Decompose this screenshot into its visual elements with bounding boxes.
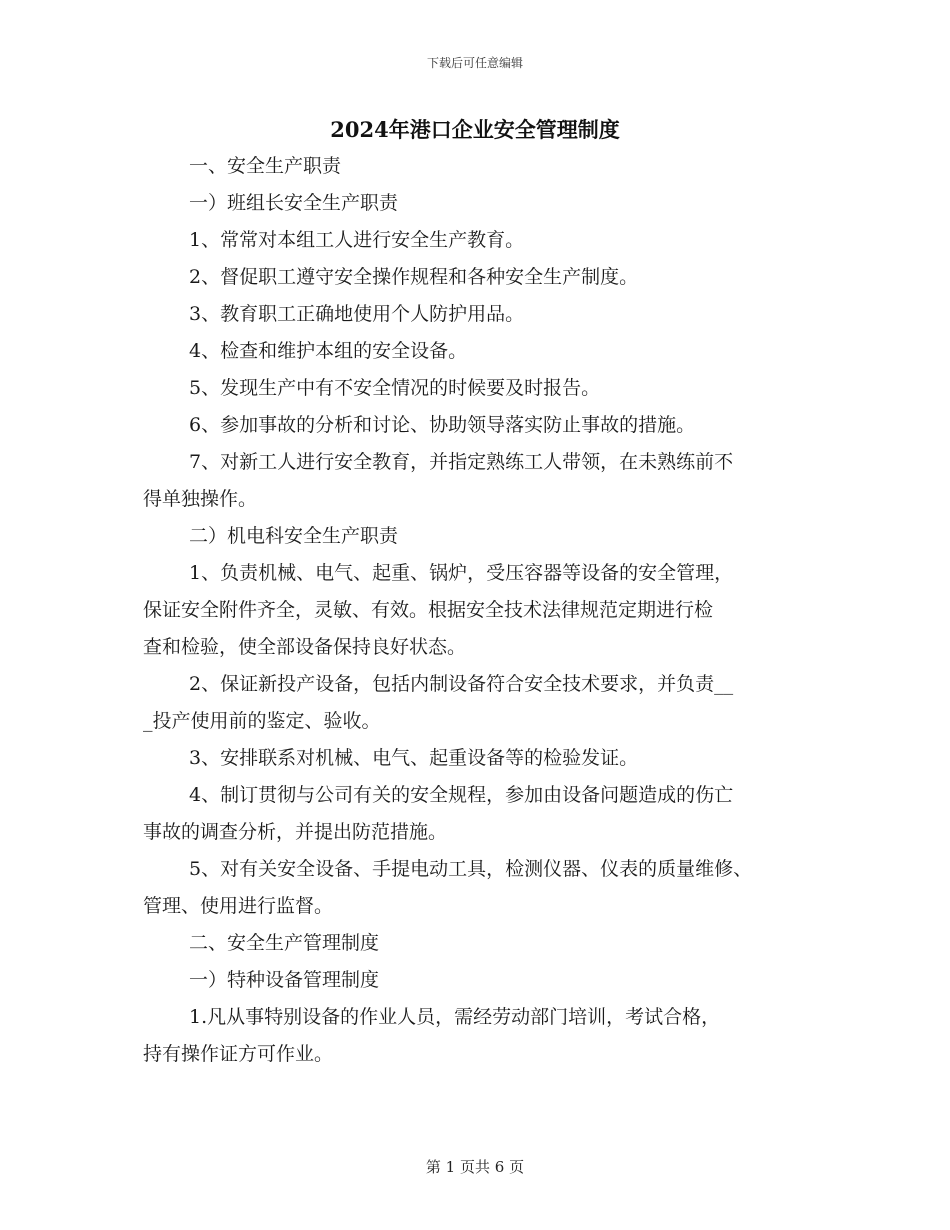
document-title: 2024年港口企业安全管理制度 — [330, 117, 620, 142]
paragraph: 1、负责机械、电气、起重、锅炉，受压容器等设备的安全管理， — [189, 562, 734, 584]
paragraph-continuation: 管理、使用进行监督。 — [143, 895, 334, 917]
paragraph-continuation: 事故的调查分析，并提出防范措施。 — [143, 821, 448, 843]
subsection-heading: 一）特种设备管理制度 — [189, 969, 380, 991]
paragraph: 4、制订贯彻与公司有关的安全规程，参加由设备问题造成的伤亡 — [189, 784, 734, 806]
paragraph-continuation: 得单独操作。 — [143, 488, 258, 510]
document-body — [143, 148, 823, 1073]
subsection-heading: 二）机电科安全生产职责 — [189, 525, 399, 547]
page-footer: 第 1 页共 6 页 — [425, 1158, 525, 1176]
paragraph: 3、安排联系对机械、电气、起重设备等的检验发证。 — [189, 747, 639, 769]
paragraph-continuation: 持有操作证方可作业。 — [143, 1043, 334, 1065]
paragraph: 2、保证新投产设备，包括内制设备符合安全技术要求，并负责__ — [189, 673, 734, 695]
paragraph: 3、教育职工正确地使用个人防护用品。 — [189, 303, 525, 325]
subsection-heading: 一）班组长安全生产职责 — [189, 192, 399, 214]
section-heading: 二、安全生产管理制度 — [189, 932, 380, 954]
header-note: 下载后可任意编辑 — [426, 56, 523, 70]
paragraph: 5、发现生产中有不安全情况的时候要及时报告。 — [189, 377, 601, 399]
paragraph: 2、督促职工遵守安全操作规程和各种安全生产制度。 — [189, 266, 639, 288]
paragraph: 4、检查和维护本组的安全设备。 — [189, 340, 468, 362]
paragraph-continuation: _投产使用前的鉴定、验收。 — [143, 710, 381, 732]
paragraph: 1、常常对本组工人进行安全生产教育。 — [189, 229, 525, 251]
paragraph-continuation: 查和检验，使全部设备保持良好状态。 — [143, 636, 467, 658]
paragraph: 6、参加事故的分析和讨论、协助领导落实防止事故的措施。 — [189, 414, 696, 436]
section-heading: 一、安全生产职责 — [189, 155, 342, 177]
paragraph: 5、对有关安全设备、手提电动工具，检测仪器、仪表的质量维修、 — [189, 858, 753, 880]
paragraph: 1.凡从事特别设备的作业人员，需经劳动部门培训，考试合格， — [189, 1006, 721, 1028]
paragraph-continuation: 保证安全附件齐全，灵敏、有效。根据安全技术法律规范定期进行检 — [143, 599, 714, 621]
paragraph: 7、对新工人进行安全教育，并指定熟练工人带领，在未熟练前不 — [189, 451, 734, 473]
